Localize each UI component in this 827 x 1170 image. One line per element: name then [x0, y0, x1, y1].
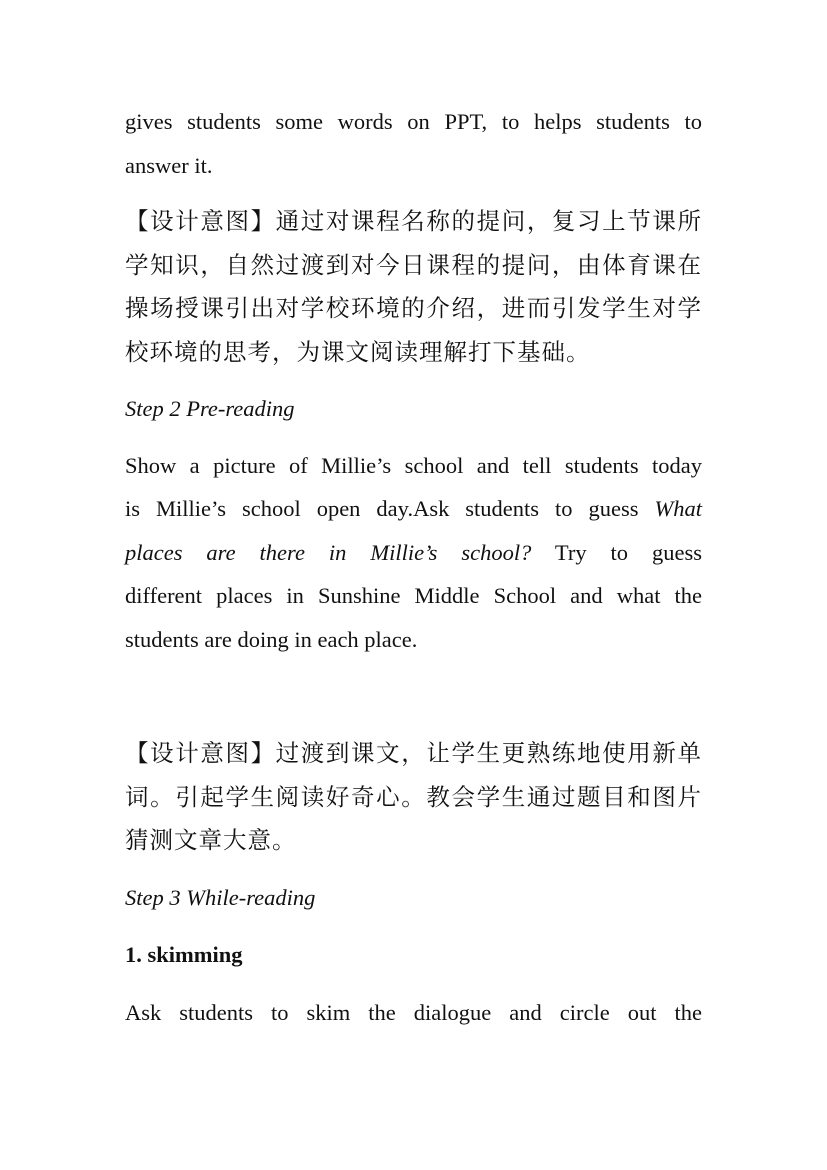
text-line: 【设计意图】通过对课程名称的提问，复习上节课所	[125, 207, 702, 235]
text-segment: Try to guess	[531, 539, 702, 565]
text-line	[125, 531, 702, 575]
text-segment: is Millie’s school open day.Ask students to guess	[125, 496, 655, 521]
text-line: 词。引起学生阅读好奇心。教会学生通过题目和图片	[125, 782, 702, 811]
text-line: students are doing in each place.	[125, 626, 418, 652]
step-3-heading: Step 3 While-reading	[125, 884, 316, 910]
text-line: 操场授课引出对学校环境的介绍，进而引发学生对学	[125, 294, 702, 322]
step-2-heading: Step 2 Pre-reading	[125, 396, 295, 421]
paragraph-pre-reading	[125, 444, 702, 662]
text-line: gives students some words on PPT, to helps students to	[125, 109, 702, 134]
text-line: 学知识，自然过渡到对今日课程的提问，由体育课在	[125, 250, 702, 279]
paragraph-skimming	[125, 991, 702, 1035]
paragraph-teacher-activity	[125, 100, 702, 187]
question-text: places are there in Millie’s school?	[125, 539, 532, 565]
design-intent-paragraph-1	[125, 200, 702, 374]
text-line: 猜测文章大意。	[125, 826, 297, 854]
skimming-subheading: 1. skimming	[125, 942, 243, 967]
text-line: 【设计意图】过渡到课文，让学生更熟练地使用新单	[125, 739, 702, 767]
text-line: Show a picture of Millie’s school and tell students today	[125, 452, 702, 478]
design-intent-paragraph-2	[125, 732, 702, 863]
document-page	[125, 100, 702, 1034]
text-line: Ask students to skim the dialogue and circle out the	[125, 999, 702, 1025]
question-text: What	[654, 496, 702, 521]
text-line: 校环境的思考，为课文阅读理解打下基础。	[125, 337, 591, 366]
text-line	[125, 487, 702, 531]
text-line: answer it.	[125, 152, 213, 178]
text-line: different places in Sunshine Middle School and what the	[125, 583, 702, 608]
